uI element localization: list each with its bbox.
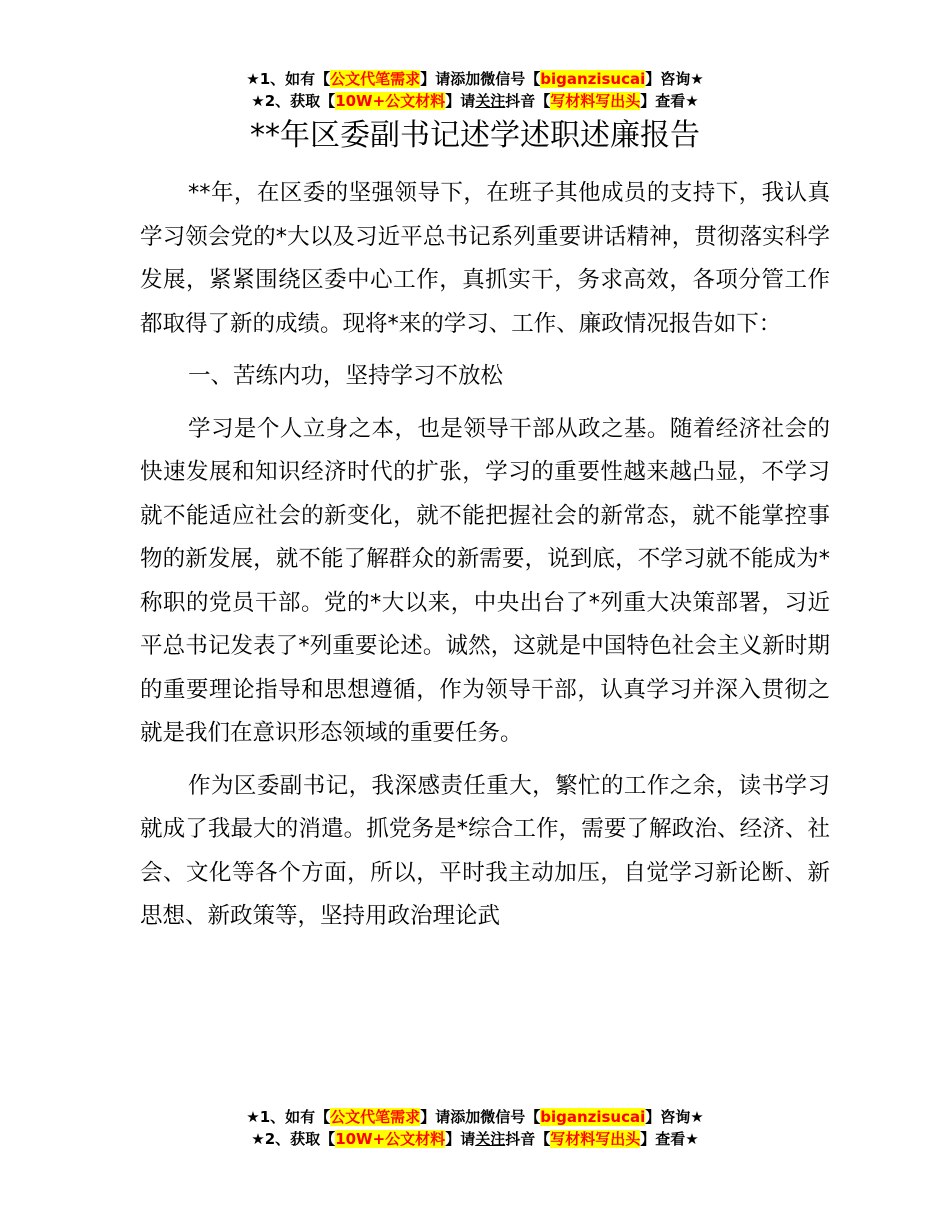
footer-ad-line-1-suffix: 】咨询★ (645, 1108, 704, 1126)
section-heading-1: 一、苦练内功，坚持学习不放松 (188, 363, 504, 389)
footer-ad-highlight-materials: 10W+公文材料 (335, 1130, 446, 1148)
header-ad (0, 68, 950, 112)
header-ad-line-2-prefix: ★2、获取【 (251, 92, 336, 110)
footer-ad-line-2-mid-a: 】请 (445, 1130, 476, 1148)
header-ad-line-1-mid: 】请添加微信号【 (420, 70, 541, 88)
paragraph-intro: **年，在区委的坚强领导下，在班子其他成员的支持下，我认真学习领会党的*大以及习近平总书记系列重要讲话精神，贯彻落实科学发展，紧紧围绕区委中心工作，真抓实干，务求高效，各项分管工作都取得了新的成绩。现将*来的学习、工作、廉政情况报告如下： (140, 180, 830, 337)
paragraph-personal-study: 作为区委副书记，我深感责任重大，繁忙的工作之余，读书学习就成了我最大的消遣。抓党务是*综合工作，需要了解政治、经济、社会、文化等各个方面，所以，平时我主动加压，自觉学习新论断、新思想、新政策等，坚持用政治理论武 (140, 772, 830, 929)
footer-ad-line-2-mid-b: 抖音【 (505, 1130, 551, 1148)
header-ad-line-1-suffix: 】咨询★ (645, 70, 704, 88)
document-title: **年区委副书记述学述职述廉报告 (250, 118, 700, 153)
footer-ad-highlight-douyin: 写材料写出头 (550, 1130, 641, 1148)
footer-ad-line-2-follow: 关注 (475, 1130, 506, 1148)
header-ad-highlight-materials: 10W+公文材料 (335, 92, 446, 110)
document-body (140, 172, 830, 948)
header-ad-line-1-prefix: ★1、如有【 (246, 70, 331, 88)
paragraph-study-importance: 学习是个人立身之本，也是领导干部从政之基。随着经济社会的快速发展和知识经济时代的扩张，学习的重要性越来越凸显，不学习就不能适应社会的新变化，就不能把握社会的新常态，就不能掌控事物的新发展，就不能了解群众的新需要，说到底，不学习就不能成为*称职的党员干部。党的*大以来，中央出台了*列重大决策部署，习近平总书记发表了*列重要论述。诚然，这就是中国特色社会主义新时期的重要理论指导和思想遵循，作为领导干部，认真学习并深入贯彻之就是我们在意识形态领域的重要任务。 (140, 415, 830, 746)
footer-ad-line-2 (0, 1128, 950, 1150)
footer-ad-line-1-mid: 】请添加微信号【 (420, 1108, 541, 1126)
footer-ad-line-2-prefix: ★2、获取【 (251, 1130, 336, 1148)
header-ad-line-2-follow: 关注 (475, 92, 506, 110)
header-ad-line-1 (0, 68, 950, 90)
footer-ad-highlight-service: 公文代笔需求 (330, 1108, 421, 1126)
header-ad-highlight-service: 公文代笔需求 (330, 70, 421, 88)
footer-ad (0, 1106, 950, 1150)
header-ad-line-2-mid-a: 】请 (445, 92, 476, 110)
header-ad-line-2 (0, 90, 950, 112)
header-ad-line-2-suffix: 】查看★ (640, 92, 699, 110)
footer-ad-line-2-suffix: 】查看★ (640, 1130, 699, 1148)
footer-ad-line-1-prefix: ★1、如有【 (246, 1108, 331, 1126)
footer-ad-highlight-wechat: biganzisucai (540, 1108, 646, 1126)
header-ad-highlight-douyin: 写材料写出头 (550, 92, 641, 110)
footer-ad-line-1 (0, 1106, 950, 1128)
header-ad-highlight-wechat: biganzisucai (540, 70, 646, 88)
header-ad-line-2-mid-b: 抖音【 (505, 92, 551, 110)
